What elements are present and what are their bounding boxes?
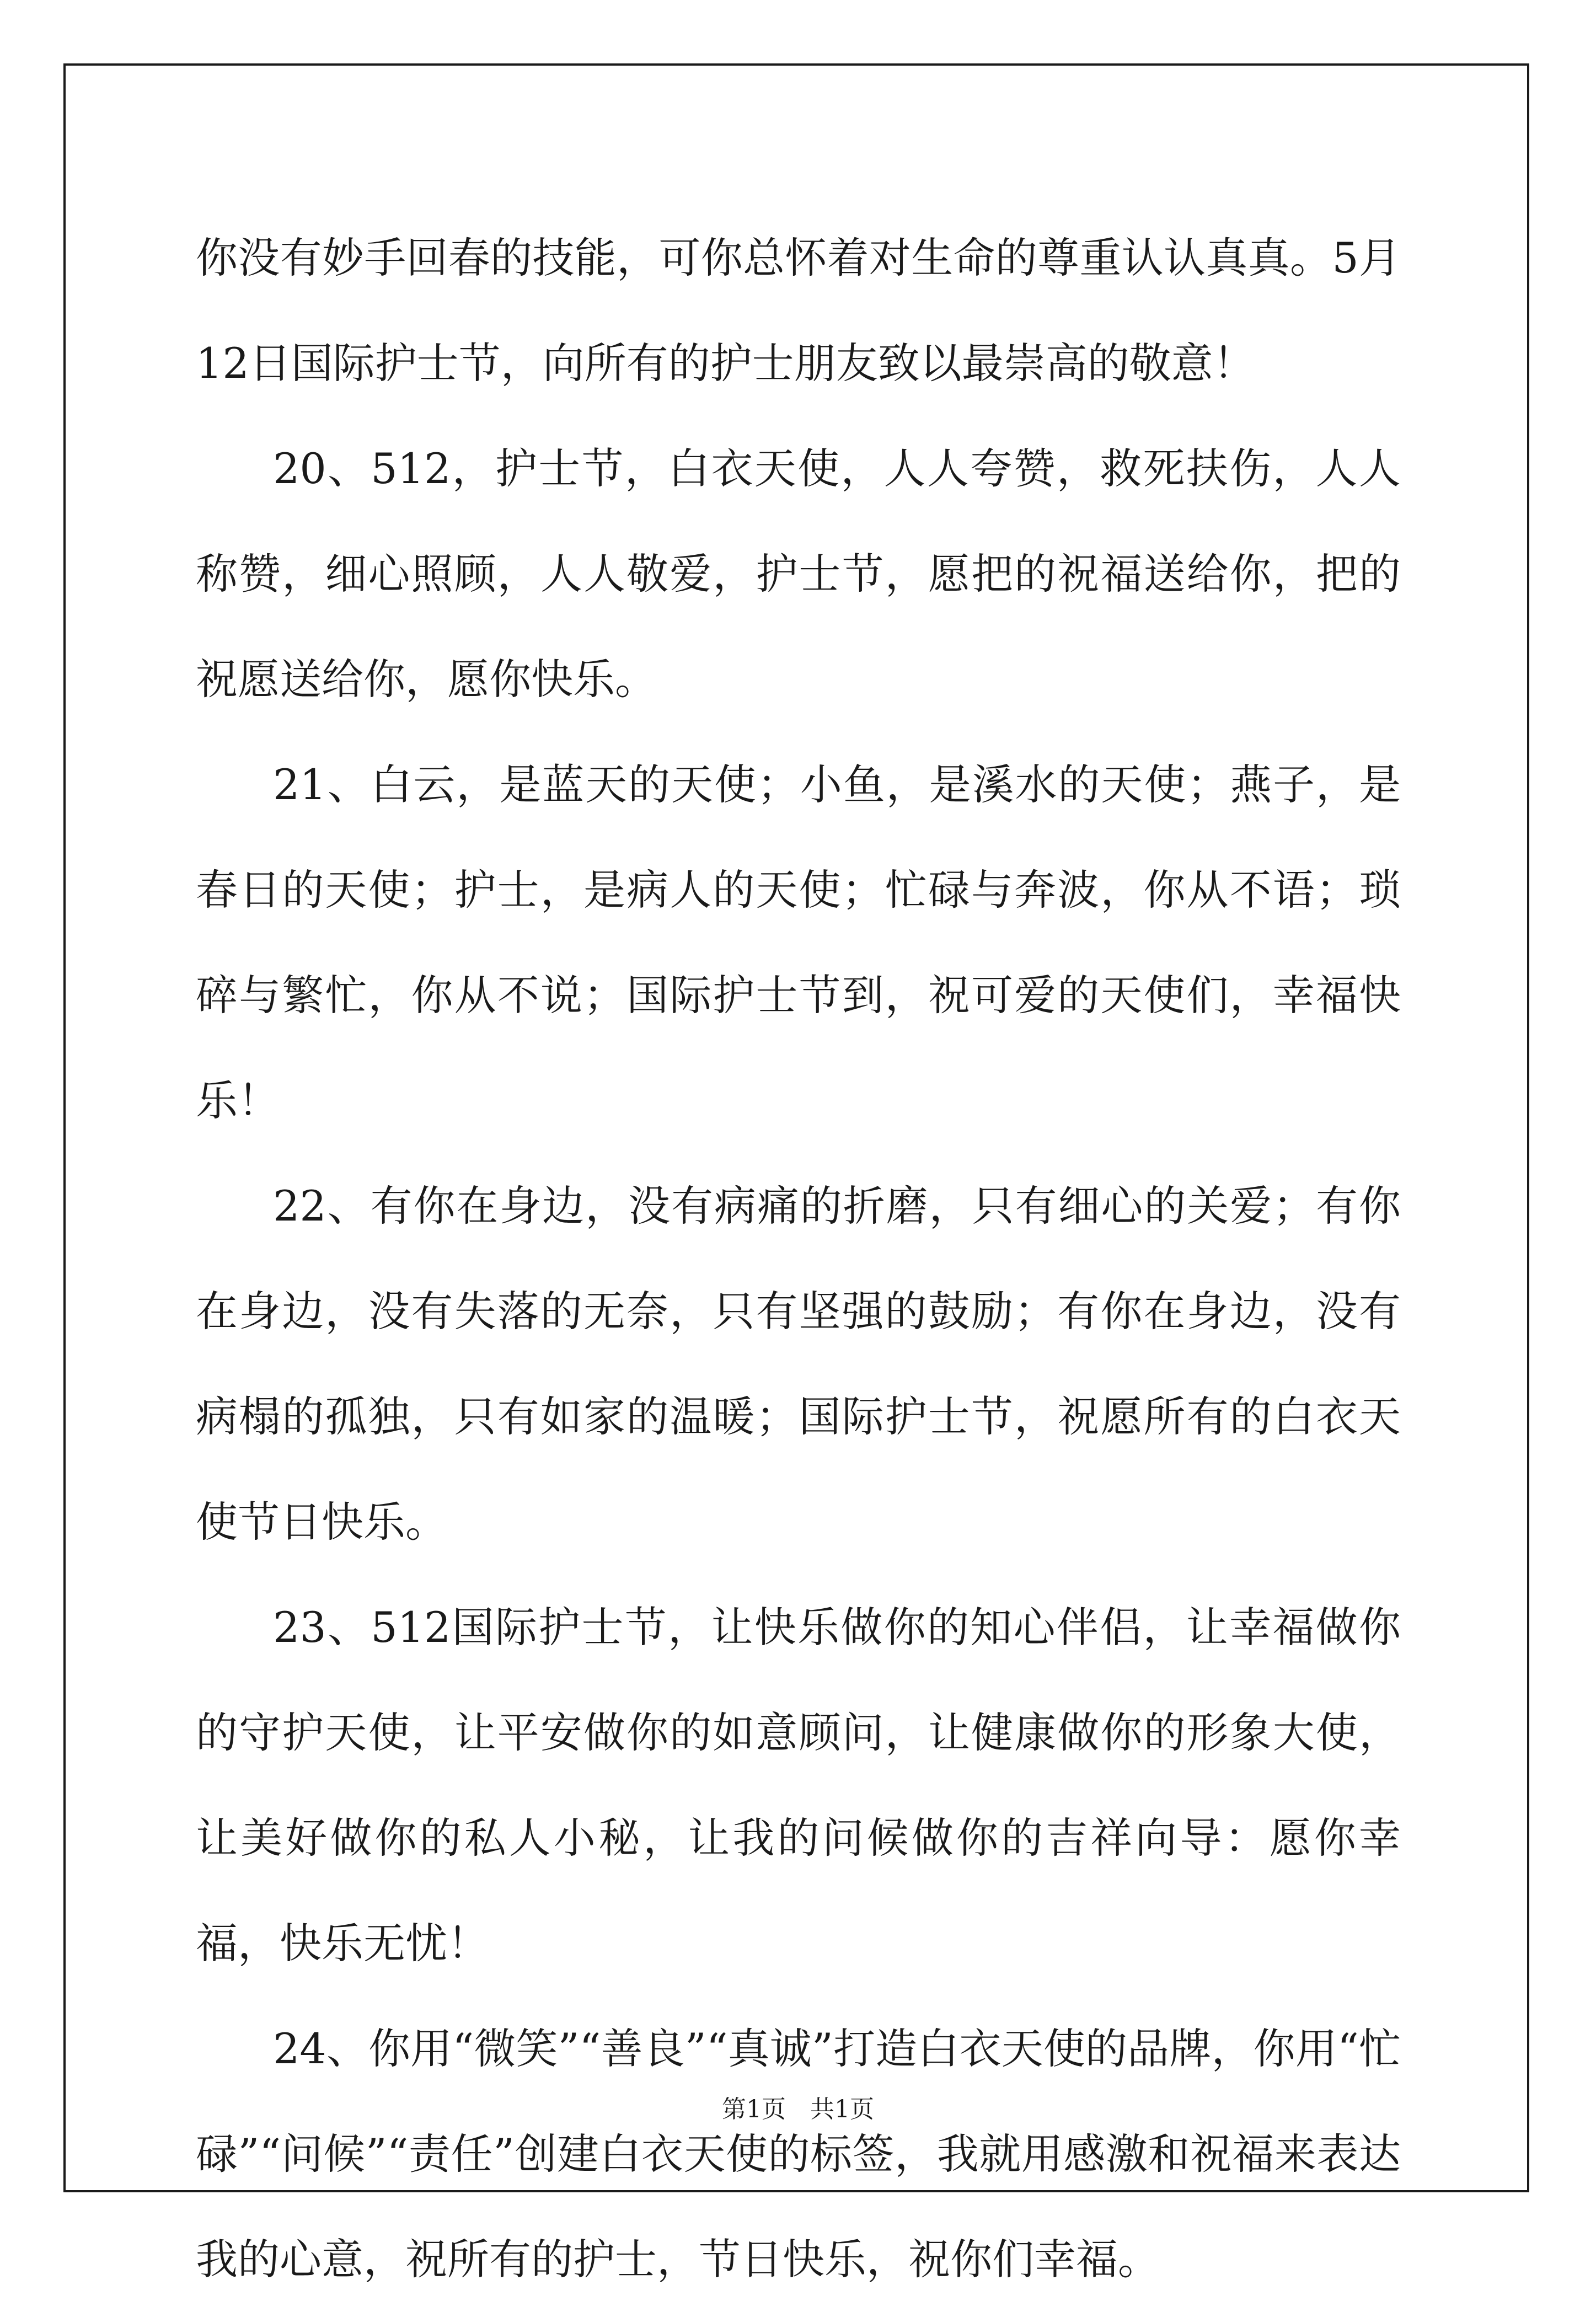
page-number: 第1页 bbox=[722, 2095, 786, 2123]
paragraph-20: 20、512，护士节，白衣天使，人人夸赞，救死扶伤，人人称赞，细心照顾，人人敬爱，护士节，愿把的祝福送给你，把的祝愿送给你，愿你快乐。 bbox=[196, 444, 1401, 704]
paragraph-23: 23、512国际护士节，让快乐做你的知心伴侣，让幸福做你的守护天使，让平安做你的如意顾问，让健康做你的形象大使，让美好做你的私人小秘，让我的问候做你的吉祥向导：愿你幸福，快乐无忧！ bbox=[196, 1603, 1401, 1968]
paragraph-21: 21、白云，是蓝天的天使；小鱼，是溪水的天使；燕子，是春日的天使；护士，是病人的天使；忙碌与奔波，你从不语；琐碎与繁忙，你从不说；国际护士节到，祝可爱的天使们，幸福快乐！ bbox=[196, 760, 1401, 1125]
page-footer bbox=[0, 2089, 1596, 2124]
paragraph-24: 24、你用“微笑”“善良”“真诚”打造白衣天使的品牌，你用“忙碌”“问候”“责任”创建白衣天使的标签，我就用感激和祝福来表达我的心意，祝所有的护士，节日快乐，祝你们幸福。 bbox=[196, 2024, 1401, 2284]
paragraph-continuation: 你没有妙手回春的技能，可你总怀着对生命的尊重认认真真。5月12日国际护士节，向所有的护士朋友致以最崇高的敬意！ bbox=[196, 233, 1401, 388]
document-body bbox=[196, 205, 1401, 2312]
page-total: 共1页 bbox=[810, 2095, 874, 2123]
paragraph-22: 22、有你在身边，没有病痛的折磨，只有细心的关爱；有你在身边，没有失落的无奈，只有坚强的鼓励；有你在身边，没有病榻的孤独，只有如家的温暖；国际护士节，祝愿所有的白衣天使节日快乐。 bbox=[196, 1181, 1401, 1546]
